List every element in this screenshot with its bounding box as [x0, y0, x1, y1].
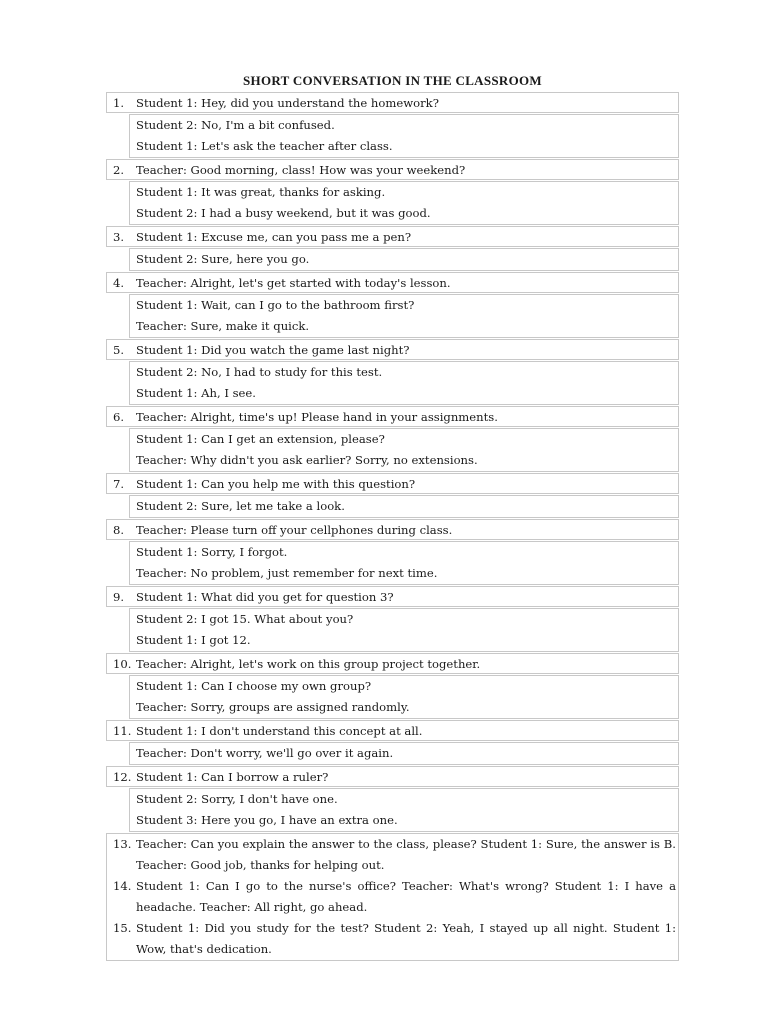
- dialogue-line: Student 1: Can I choose my own group?: [136, 679, 372, 693]
- conversation-replies: [129, 608, 679, 652]
- dialogue-line: Teacher: Alright, let's get started with today's lesson.: [136, 276, 451, 290]
- conversation-replies: [129, 541, 679, 585]
- dialogue-line: Student 2: Sorry, I don't have one.: [136, 792, 338, 806]
- dialogue-line: Student 1: Can I get an extension, please?: [136, 432, 385, 446]
- conversation-number: 15.: [113, 921, 132, 935]
- conversation-item: [106, 272, 679, 339]
- conversation-number: 4.: [113, 276, 125, 290]
- conversation-first-line: [106, 720, 679, 741]
- dialogue-line: Student 2: No, I'm a bit confused.: [136, 118, 335, 132]
- dialogue-line: Teacher: Don't worry, we'll go over it again.: [136, 746, 394, 760]
- dialogue-line: Student 1: Wait, can I go to the bathroom first?: [136, 298, 415, 312]
- dialogue-line: Student 1: Excuse me, can you pass me a pen?: [136, 230, 412, 244]
- conversation-first-line: [106, 272, 679, 293]
- dialogue-line: Student 1: Can I borrow a ruler?: [136, 770, 329, 784]
- dialogue-line: Student 1: Can you help me with this question?: [136, 477, 416, 491]
- conversation-item: [106, 159, 679, 226]
- conversation-first-line: [106, 159, 679, 180]
- dialogue-line: Student 1: Hey, did you understand the homework?: [136, 96, 439, 110]
- dialogue-line: Student 1: I got 12.: [136, 633, 251, 647]
- dialogue-paragraph: Student 1: Did you study for the test? Student 2: Yeah, I stayed up all night. Student 1: Wow, that's dedication.: [136, 921, 676, 956]
- conversation-item: [106, 766, 679, 833]
- conversation-replies: [129, 114, 679, 158]
- dialogue-line: Teacher: Alright, let's work on this group project together.: [136, 657, 481, 671]
- conversation-replies: [129, 248, 679, 271]
- dialogue-line: Student 2: I had a busy weekend, but it was good.: [136, 206, 431, 220]
- conversation-item: [106, 473, 679, 519]
- conversation-first-line: [106, 519, 679, 540]
- conversation-item: [106, 653, 679, 720]
- conversation-replies: [129, 788, 679, 832]
- conversation-replies: [129, 294, 679, 338]
- dialogue-line: Teacher: Good morning, class! How was your weekend?: [136, 163, 466, 177]
- dialogue-line: Student 3: Here you go, I have an extra one.: [136, 813, 398, 827]
- conversation-first-line: [106, 92, 679, 113]
- conversation-number: 14.: [113, 879, 132, 893]
- conversation-replies: [129, 675, 679, 719]
- conversation-first-line: [106, 473, 679, 494]
- dialogue-line: Student 2: Sure, let me take a look.: [136, 499, 345, 513]
- conversation-replies: [129, 742, 679, 765]
- dialogue-line: Student 2: Sure, here you go.: [136, 252, 310, 266]
- conversation-number: 3.: [113, 230, 125, 244]
- conversation-number: 1.: [113, 96, 125, 110]
- dialogue-paragraph: Student 1: Can I go to the nurse's office? Teacher: What's wrong? Student 1: I have a headache. Teacher: All right, go ahead.: [136, 879, 676, 914]
- conversation-first-line: [106, 653, 679, 674]
- conversation-number: 11.: [113, 724, 132, 738]
- long-conversation-item: [107, 876, 678, 918]
- conversation-number: 10.: [113, 657, 132, 671]
- conversation-number: 9.: [113, 590, 125, 604]
- long-conversation-item: [107, 918, 678, 960]
- conversation-first-line: [106, 586, 679, 607]
- dialogue-line: Teacher: Please turn off your cellphones during class.: [136, 523, 453, 537]
- conversation-item: [106, 339, 679, 406]
- document: [106, 70, 679, 961]
- dialogue-line: Teacher: Alright, time's up! Please hand in your assignments.: [136, 410, 498, 424]
- conversation-first-line: [106, 226, 679, 247]
- conversation-number: 8.: [113, 523, 125, 537]
- conversation-number: 6.: [113, 410, 125, 424]
- conversation-list: [106, 92, 679, 833]
- conversation-item: [106, 586, 679, 653]
- dialogue-line: Student 1: I don't understand this concept at all.: [136, 724, 423, 738]
- conversation-item: [106, 720, 679, 766]
- conversation-replies: [129, 361, 679, 405]
- dialogue-line: Student 2: No, I had to study for this test.: [136, 365, 383, 379]
- long-conversation-item: [107, 834, 678, 876]
- conversation-number: 7.: [113, 477, 125, 491]
- conversation-replies: [129, 181, 679, 225]
- conversation-number: 2.: [113, 163, 125, 177]
- conversation-number: 5.: [113, 343, 125, 357]
- conversation-number: 13.: [113, 837, 132, 851]
- dialogue-line: Teacher: Sure, make it quick.: [136, 319, 310, 333]
- dialogue-line: Teacher: Sorry, groups are assigned randomly.: [136, 700, 410, 714]
- dialogue-line: Student 1: Did you watch the game last night?: [136, 343, 410, 357]
- conversation-first-line: [106, 766, 679, 787]
- conversation-first-line: [106, 406, 679, 427]
- conversation-item: [106, 92, 679, 159]
- dialogue-line: Student 1: What did you get for question 3?: [136, 590, 394, 604]
- long-conversation-list: [106, 833, 679, 961]
- conversation-replies: [129, 428, 679, 472]
- conversation-item: [106, 406, 679, 473]
- page-title: SHORT CONVERSATION IN THE CLASSROOM: [243, 73, 542, 88]
- conversation-number: 12.: [113, 770, 132, 784]
- conversation-replies: [129, 495, 679, 518]
- dialogue-line: Student 1: Let's ask the teacher after class.: [136, 139, 393, 153]
- dialogue-line: Teacher: No problem, just remember for next time.: [136, 566, 438, 580]
- dialogue-line: Teacher: Why didn't you ask earlier? Sorry, no extensions.: [136, 453, 478, 467]
- dialogue-line: Student 1: Sorry, I forgot.: [136, 545, 288, 559]
- conversation-item: [106, 519, 679, 586]
- conversation-item: [106, 226, 679, 272]
- dialogue-paragraph: Teacher: Can you explain the answer to the class, please? Student 1: Sure, the answer is B. Teacher: Good job, thanks for helping out.: [136, 837, 676, 872]
- dialogue-line: Student 1: It was great, thanks for asking.: [136, 185, 386, 199]
- dialogue-line: Student 2: I got 15. What about you?: [136, 612, 354, 626]
- conversation-first-line: [106, 339, 679, 360]
- dialogue-line: Student 1: Ah, I see.: [136, 386, 256, 400]
